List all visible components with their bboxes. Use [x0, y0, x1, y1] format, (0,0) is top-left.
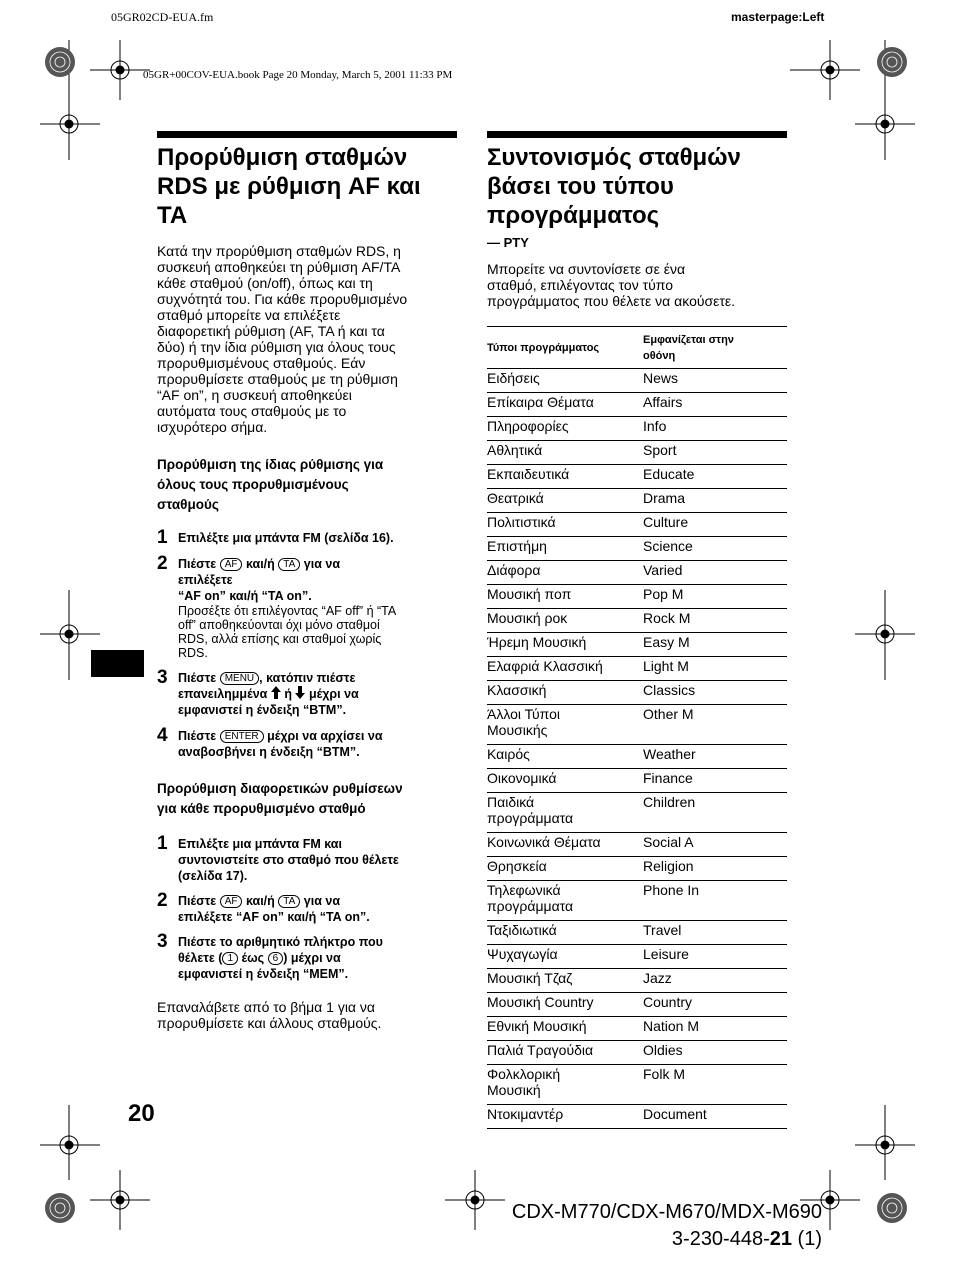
display-cell: Leisure [643, 945, 787, 969]
code-version: 21 [769, 1228, 792, 1250]
table-row [487, 993, 787, 1017]
program-type-cell: Παιδικά προγράμματα [487, 793, 643, 833]
step-text: επιλέξετε [178, 573, 233, 587]
table-row [487, 657, 787, 681]
table-row [487, 585, 787, 609]
left-title [157, 143, 462, 230]
program-type-cell: Παλιά Τραγούδια [487, 1041, 643, 1065]
table-row [487, 793, 787, 833]
program-type-cell: Διάφορα [487, 561, 643, 585]
note-line: Προσέξτε ότι επιλέγοντας “AF off” ή “TA [178, 604, 397, 618]
subheading-line: σταθμούς [157, 497, 219, 512]
display-cell: Info [643, 417, 787, 441]
right-title [487, 143, 792, 230]
step-text: μέχρι να [308, 687, 359, 701]
left-title-line: RDS με ρύθμιση AF και [157, 173, 421, 200]
display-cell: Light M [643, 657, 787, 681]
subheading-line: για κάθε προρυθμισμένο σταθμό [157, 801, 366, 816]
step-text: (σελίδα 17). [178, 869, 248, 883]
step-b2 [157, 890, 462, 925]
step-text: συντονιστείτε στο σταθμό που θέλετε [178, 853, 399, 867]
table-row [487, 945, 787, 969]
table-row [487, 969, 787, 993]
table-row [487, 921, 787, 945]
intro-line: σταθμό μπορείτε να επιλέξετε [157, 307, 341, 323]
step-number: 3 [157, 667, 168, 688]
display-cell: News [643, 369, 787, 393]
intro-line: Κατά την προρύθμιση σταθμών RDS, η [157, 243, 401, 259]
table-row [487, 489, 787, 513]
intro-line: προρυθμισμένους σταθμούς. Εάν [157, 355, 366, 371]
subheading-line: Προρύθμιση διαφορετικών ρυθμίσεων [157, 781, 403, 796]
step-number: 1 [157, 833, 168, 854]
step-a4 [157, 725, 462, 760]
subheading-line: Προρύθμιση της ίδιας ρύθμισης για [157, 457, 384, 472]
table-row [487, 441, 787, 465]
step-text: για να [303, 557, 341, 571]
right-title-line: προγράμματος [487, 202, 660, 229]
subheading-line: όλους τους προρυθμισμένους [157, 477, 349, 492]
display-cell: Sport [643, 441, 787, 465]
step-text: , κατόπιν πιέστε [259, 671, 356, 685]
table-row [487, 465, 787, 489]
step-text: Πιέστε [178, 729, 217, 743]
left-title-rule [157, 131, 457, 138]
note-line: RDS, αλλά επίσης και σταθμοί χωρίς [178, 632, 382, 646]
program-type-cell: Εκπαιδευτικά [487, 465, 643, 489]
step-text: ή [284, 687, 292, 701]
step-text: και/ή [245, 894, 275, 908]
right-title-line: βάσει του τύπου [487, 173, 674, 200]
code-prefix: 3-230-448- [671, 1228, 770, 1250]
table-row [487, 369, 787, 393]
display-cell: Phone In [643, 881, 787, 921]
program-type-cell: Ντοκιμαντέρ [487, 1105, 643, 1129]
program-type-cell: Μουσική ροκ [487, 609, 643, 633]
number-key-1: 1 [222, 952, 238, 965]
step-text: θέλετε ( [178, 951, 223, 965]
step-text: Πιέστε [178, 894, 217, 908]
header-book-line: 05GR+00COV-EUA.book Page 20 Monday, March 5, 2001 11:33 PM [143, 69, 453, 81]
step-text: επιλέξετε “AF on” και/ή “TA on”. [178, 910, 370, 924]
note-line: RDS. [178, 646, 208, 660]
program-type-cell: Πληροφορίες [487, 417, 643, 441]
program-type-cell: Άλλοι Τύποι Μουσικής [487, 705, 643, 745]
step-text: εμφανιστεί η ένδειξη “MEM”. [178, 967, 349, 981]
left-title-line: TA [157, 202, 188, 229]
step-text: έως [241, 951, 265, 965]
display-cell: Rock M [643, 609, 787, 633]
program-type-cell: Μουσική Country [487, 993, 643, 1017]
enter-key: ENTER [220, 730, 264, 743]
up-arrow-icon [271, 686, 281, 699]
step-a2 [157, 553, 462, 660]
display-cell: Science [643, 537, 787, 561]
display-cell: Other M [643, 705, 787, 745]
program-type-cell: Επίκαιρα Θέματα [487, 393, 643, 417]
table-row [487, 1065, 787, 1105]
table-row [487, 537, 787, 561]
section-tab-marker [91, 650, 144, 677]
display-cell: Classics [643, 681, 787, 705]
step-number: 1 [157, 527, 168, 548]
display-cell: Document [643, 1105, 787, 1129]
table-row [487, 681, 787, 705]
display-cell: Social A [643, 833, 787, 857]
program-type-cell: Μουσική Τζαζ [487, 969, 643, 993]
pty-label: — PTY [487, 235, 529, 250]
table-row [487, 857, 787, 881]
step-text: Πιέστε το αριθμητικό πλήκτρο που [178, 935, 383, 949]
code-line [560, 1227, 822, 1251]
header-display [643, 327, 787, 369]
step-text: Επιλέξτε μια μπάντα FM (σελίδα 16). [178, 531, 394, 545]
program-type-cell: Θεατρικά [487, 489, 643, 513]
display-cell: Varied [643, 561, 787, 585]
table-row [487, 609, 787, 633]
display-cell: Children [643, 793, 787, 833]
left-outro [157, 999, 462, 1031]
header-display-line: οθόνη [643, 350, 676, 362]
table-row [487, 769, 787, 793]
table-row [487, 633, 787, 657]
program-type-cell: Τηλεφωνικά προγράμματα [487, 881, 643, 921]
step-text: επανειλημμένα [178, 687, 268, 701]
table-row [487, 1105, 787, 1129]
program-type-cell: Ελαφριά Κλασσική [487, 657, 643, 681]
display-cell: Travel [643, 921, 787, 945]
table-row [487, 881, 787, 921]
pty-table-body [487, 369, 787, 1129]
step-number: 3 [157, 931, 168, 952]
program-type-cell: Κλασσική [487, 681, 643, 705]
step-text: για να [303, 894, 341, 908]
program-type-cell: Ψυχαγωγία [487, 945, 643, 969]
number-key-6: 6 [268, 952, 284, 965]
step-number: 4 [157, 725, 168, 746]
left-intro [157, 243, 462, 435]
intro-line: σταθμό, επιλέγοντας τον τύπο [487, 277, 674, 293]
table-row [487, 705, 787, 745]
step-text: εμφανιστεί η ένδειξη “BTM”. [178, 703, 347, 717]
program-type-cell: Πολιτιστικά [487, 513, 643, 537]
display-cell: Weather [643, 745, 787, 769]
right-title-rule [487, 131, 787, 138]
display-cell: Drama [643, 489, 787, 513]
step-b1 [157, 833, 462, 884]
table-row [487, 1041, 787, 1065]
pty-table [487, 326, 787, 1129]
program-type-cell: Εθνική Μουσική [487, 1017, 643, 1041]
intro-line: κάθε σταθμού (on/off), όπως και τη [157, 275, 373, 291]
right-title-line: Συντονισμός σταθμών [487, 144, 741, 171]
display-cell: Affairs [643, 393, 787, 417]
step-text: Πιέστε [178, 671, 217, 685]
step-text: ) μέχρι να [283, 951, 341, 965]
step-text: και/ή [245, 557, 275, 571]
menu-key: MENU [220, 672, 259, 685]
step-b3 [157, 931, 462, 982]
program-type-cell: Κοινωνικά Θέματα [487, 833, 643, 857]
note-line: off” αποθηκεύονται όχι μόνο σταθμοί [178, 618, 380, 632]
program-type-cell: Ειδήσεις [487, 369, 643, 393]
intro-line: Μπορείτε να συντονίσετε σε ένα [487, 261, 686, 277]
header-filename: 05GR02CD-EUA.fm [111, 10, 214, 24]
table-header-row [487, 327, 787, 369]
ta-key: TA [278, 895, 300, 908]
display-cell: Culture [643, 513, 787, 537]
ta-key: TA [278, 558, 300, 571]
display-cell: Nation M [643, 1017, 787, 1041]
intro-line: διαφορετική ρύθμιση (AF, TA ή και τα [157, 323, 385, 339]
display-cell: Educate [643, 465, 787, 489]
display-cell: Finance [643, 769, 787, 793]
program-type-cell: Οικονομικά [487, 769, 643, 793]
table-row [487, 833, 787, 857]
program-type-cell: Αθλητικά [487, 441, 643, 465]
display-cell: Folk M [643, 1065, 787, 1105]
intro-line: “AF on”, η συσκευή αποθηκεύει [157, 387, 352, 403]
outro-line: Επαναλάβετε από το βήμα 1 για να [157, 999, 376, 1015]
left-title-line: Προρύθμιση σταθμών [157, 144, 408, 171]
table-row [487, 1017, 787, 1041]
table-row [487, 417, 787, 441]
af-key: AF [220, 895, 243, 908]
display-cell: Pop M [643, 585, 787, 609]
table-row [487, 393, 787, 417]
header-program-type: Τύποι προγράμματος [487, 327, 643, 369]
display-cell: Oldies [643, 1041, 787, 1065]
down-arrow-icon [295, 686, 305, 699]
page-number: 20 [128, 1100, 155, 1127]
af-key: AF [220, 558, 243, 571]
program-type-cell: Θρησκεία [487, 857, 643, 881]
step-text: μέχρι να αρχίσει να [267, 729, 383, 743]
step-text: Επιλέξτε μια μπάντα FM και [178, 837, 342, 851]
table-row [487, 513, 787, 537]
intro-line: συσκευή αποθηκεύει τη ρύθμιση AF/TA [157, 259, 401, 275]
code-suffix: (1) [792, 1228, 822, 1250]
program-type-cell: Καιρός [487, 745, 643, 769]
intro-line: δύο) ή την ίδια ρύθμιση για όλους τους [157, 339, 396, 355]
table-row [487, 745, 787, 769]
header-display-line: Εμφανίζεται στην [643, 334, 734, 346]
step-note [178, 604, 462, 660]
intro-line: αυτόματα τους σταθμούς με το [157, 403, 347, 419]
program-type-cell: Επιστήμη [487, 537, 643, 561]
step-text: Πιέστε [178, 557, 217, 571]
step-a3 [157, 667, 462, 718]
intro-line: προρυθμίσετε σταθμούς με τη ρύθμιση [157, 371, 398, 387]
subheading-different-settings [157, 779, 462, 819]
outro-line: προρυθμίσετε και άλλους σταθμούς. [157, 1015, 382, 1031]
intro-line: συχνότητά του. Για κάθε προρυθμισμένο [157, 291, 408, 307]
step-number: 2 [157, 890, 168, 911]
header-masterpage: masterpage:Left [731, 10, 825, 24]
step-a1 [157, 527, 462, 548]
intro-line: προγράμματος που θέλετε να ακούσετε. [487, 293, 736, 309]
display-cell: Easy M [643, 633, 787, 657]
table-row [487, 561, 787, 585]
display-cell: Jazz [643, 969, 787, 993]
program-type-cell: Μουσική ποπ [487, 585, 643, 609]
step-text: “AF on” και/ή “TA on”. [178, 589, 312, 603]
display-cell: Country [643, 993, 787, 1017]
intro-line: ισχυρότερο σήμα. [157, 419, 268, 435]
subheading-same-settings [157, 455, 462, 515]
right-intro [487, 261, 792, 309]
program-type-cell: Φολκλορική Μουσική [487, 1065, 643, 1105]
display-cell: Religion [643, 857, 787, 881]
step-number: 2 [157, 553, 168, 574]
model-line: CDX-M770/CDX-M670/MDX-M690 [511, 1201, 822, 1223]
step-text: αναβοσβήνει η ένδειξη “BTM”. [178, 745, 360, 759]
program-type-cell: Ταξιδιωτικά [487, 921, 643, 945]
program-type-cell: Ήρεμη Μουσική [487, 633, 643, 657]
